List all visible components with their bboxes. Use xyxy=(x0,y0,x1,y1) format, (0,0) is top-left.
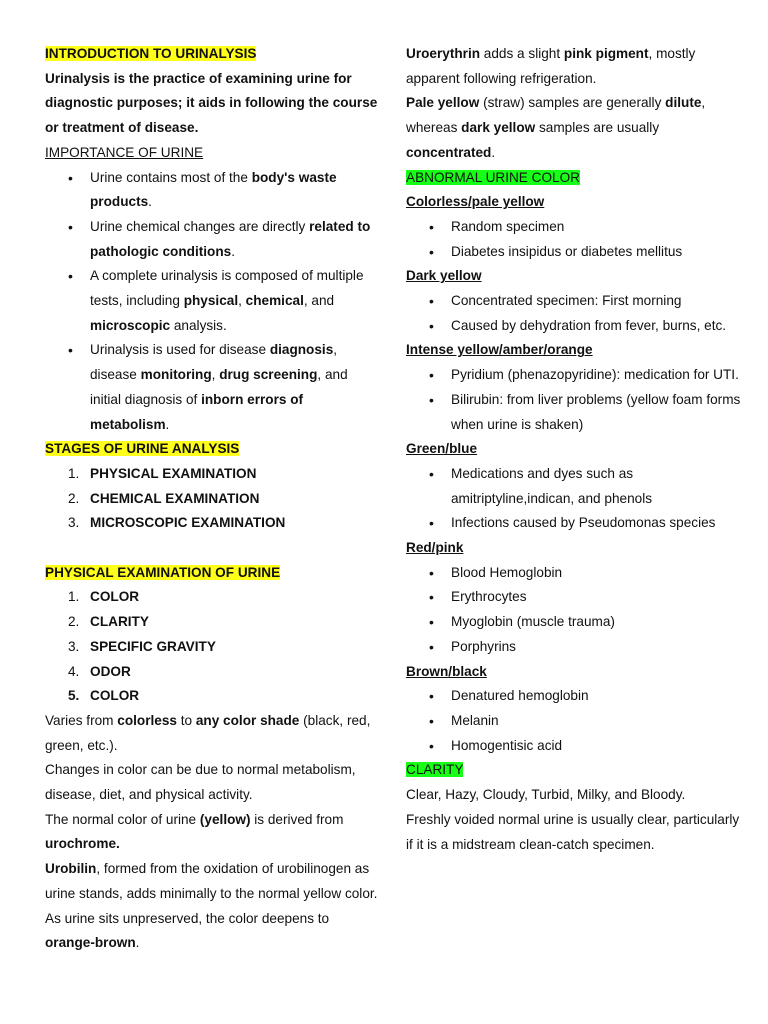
group-list xyxy=(406,289,741,338)
list-item: • Urine contains most of the body's waste products. xyxy=(45,166,380,215)
list-item: • Erythrocytes xyxy=(406,585,741,610)
list-item: • Homogentisic acid xyxy=(406,734,741,759)
group-list xyxy=(406,462,741,536)
color-paragraph-3: The normal color of urine (yellow) is derived from urochrome. xyxy=(45,811,344,852)
list-item: • Myoglobin (muscle trauma) xyxy=(406,610,741,635)
stages-heading: STAGES OF URINE ANALYSIS xyxy=(45,441,240,457)
group-list xyxy=(406,561,741,660)
list-item: • Random specimen xyxy=(406,215,741,240)
list-item: • Bilirubin: from liver problems (yellow foam forms when urine is shaken) xyxy=(406,388,741,437)
list-item: 2. CLARITY xyxy=(68,614,149,630)
list-item: • Pyridium (phenazopyridine): medication for UTI. xyxy=(406,363,741,388)
color-paragraph-1: Varies from colorless to any color shade (black, red, green, etc.). xyxy=(45,712,371,753)
list-item: • Melanin xyxy=(406,709,741,734)
group-title: Brown/black xyxy=(406,663,487,679)
list-item: 3. SPECIFIC GRAVITY xyxy=(68,638,216,654)
importance-list xyxy=(45,166,380,438)
physical-list xyxy=(45,585,380,709)
list-item: 2. CHEMICAL EXAMINATION xyxy=(68,490,260,506)
list-item: 5. COLOR xyxy=(68,688,140,704)
list-item: 1. COLOR xyxy=(68,589,140,605)
list-item: • Denatured hemoglobin xyxy=(406,684,741,709)
group-title: Colorless/pale yellow xyxy=(406,194,545,210)
list-item: • Urine chemical changes are directly related to pathologic conditions. xyxy=(45,215,380,264)
list-item: • Concentrated specimen: First morning xyxy=(406,289,741,314)
intro-heading: INTRODUCTION TO URINALYSIS xyxy=(45,46,257,61)
right-column xyxy=(406,42,741,857)
list-item: • A complete urinalysis is composed of multiple tests, including physical, chemical, and microscopic analysis. xyxy=(45,264,380,338)
stages-list xyxy=(45,462,380,536)
list-item: 4. ODOR xyxy=(68,663,131,679)
list-item: • Diabetes insipidus or diabetes mellitus xyxy=(406,240,741,265)
spacer xyxy=(45,536,380,561)
group-title: Red/pink xyxy=(406,540,464,556)
group-title: Dark yellow xyxy=(406,268,482,284)
physical-heading: PHYSICAL EXAMINATION OF URINE xyxy=(45,564,281,580)
list-item: • Medications and dyes such as amitriptyline,indican, and phenols xyxy=(406,462,741,511)
list-item: • Caused by dehydration from fever, burns, etc. xyxy=(406,314,741,339)
importance-heading: IMPORTANCE OF URINE xyxy=(45,144,204,160)
left-column xyxy=(45,42,380,956)
group-list xyxy=(406,215,741,264)
list-item: • Porphyrins xyxy=(406,635,741,660)
group-list xyxy=(406,363,741,437)
color-paragraph-5: As urine sits unpreserved, the color deepens to orange-brown. xyxy=(45,910,330,951)
color-paragraph-2: Changes in color can be due to normal metabolism, disease, diet, and physical activity. xyxy=(45,762,356,803)
clarity-paragraph-2: Freshly voided normal urine is usually clear, particularly if it is a midstream clean-catch specimen. xyxy=(406,811,740,852)
yellow-shade-paragraph: Pale yellow (straw) samples are generally dilute, whereas dark yellow samples are usually concentrated. xyxy=(406,95,706,160)
list-item: • Urinalysis is used for disease diagnosis, disease monitoring, drug screening, and initial diagnosis of inborn errors of metabolism. xyxy=(45,338,380,437)
group-title: Intense yellow/amber/orange xyxy=(406,342,593,358)
intro-text: Urinalysis is the practice of examining urine for diagnostic purposes; it aids in following the course or treatment of disease. xyxy=(45,70,378,136)
list-item: • Blood Hemoglobin xyxy=(406,561,741,586)
list-item: • Infections caused by Pseudomonas species xyxy=(406,511,741,536)
group-title: Green/blue xyxy=(406,441,478,457)
clarity-paragraph-1: Clear, Hazy, Cloudy, Turbid, Milky, and Bloody. xyxy=(406,787,686,803)
list-item: 3. MICROSCOPIC EXAMINATION xyxy=(68,515,286,531)
uroerythrin-paragraph: Uroerythrin adds a slight pink pigment, mostly apparent following refrigeration. xyxy=(406,46,696,86)
list-item: 1. PHYSICAL EXAMINATION xyxy=(68,465,257,481)
group-list xyxy=(406,684,741,758)
clarity-heading: CLARITY xyxy=(406,762,464,778)
color-paragraph-4: Urobilin, formed from the oxidation of urobilinogen as urine stands, adds minimally to the normal yellow color. xyxy=(45,861,378,901)
abnormal-color-heading: ABNORMAL URINE COLOR xyxy=(406,169,580,185)
